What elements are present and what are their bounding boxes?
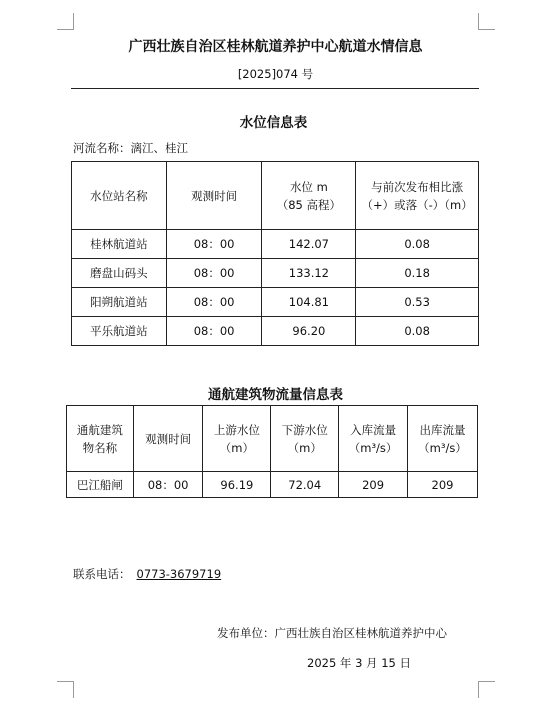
table-row: [72, 259, 479, 288]
header-level: 水位 m （85 高程）: [262, 162, 356, 230]
outflow-value: 209: [408, 472, 478, 498]
header-time: 观测时间: [166, 162, 262, 230]
contact-label: 联系电话：: [73, 567, 131, 581]
observe-time: 08：00: [166, 317, 262, 346]
document-title: 广西壮族自治区桂林航道养护中心航道水情信息: [128, 39, 423, 55]
observe-time: 08：00: [166, 259, 262, 288]
water-level-value: 96.20: [262, 317, 356, 346]
water-level-table: [71, 161, 479, 346]
table-row: [67, 472, 478, 498]
structure-name: 巴江船闸: [67, 472, 134, 498]
level-change-value: 0.53: [356, 288, 479, 317]
publisher: 发布单位：广西壮族自治区桂林航道养护中心: [217, 626, 447, 640]
publish-date: 2025 年 3 月 15 日: [307, 656, 411, 670]
upstream-level-value: 96.19: [203, 472, 271, 498]
header-time: 观测时间: [133, 406, 203, 472]
observe-time: 08：00: [166, 288, 262, 317]
level-change-value: 0.08: [356, 317, 479, 346]
contact-line: [73, 566, 227, 582]
water-level-value: 142.07: [262, 230, 356, 259]
flow-header-row: [67, 406, 478, 472]
water-level-value: 104.81: [262, 288, 356, 317]
table-row: [72, 317, 479, 346]
water-level-header-row: [72, 162, 479, 230]
station-name: 磨盘山码头: [72, 259, 167, 288]
crop-mark-bottom-left: [57, 681, 74, 698]
station-name: 桂林航道站: [72, 230, 167, 259]
water-level-value: 133.12: [262, 259, 356, 288]
river-name-label: 河流名称：漓江、桂江: [73, 141, 188, 155]
level-change-value: 0.18: [356, 259, 479, 288]
station-name: 平乐航道站: [72, 317, 167, 346]
header-structure-name: 通航建筑 物名称: [67, 406, 134, 472]
water-level-section-title: 水位信息表: [239, 115, 308, 131]
table-row: [72, 230, 479, 259]
downstream-level-value: 72.04: [271, 472, 339, 498]
observe-time: 08：00: [133, 472, 203, 498]
header-change: 与前次发布相比涨 （+）或落（-）（m）: [356, 162, 479, 230]
crop-mark-top-right: [478, 13, 495, 30]
header-inflow: 入库流量 （m³/s）: [339, 406, 408, 472]
navigation-structure-flow-table: [66, 405, 478, 498]
flow-section-title: 通航建筑物流量信息表: [208, 387, 343, 403]
crop-mark-top-left: [57, 13, 74, 30]
contact-phone: 0773-3679719: [136, 567, 222, 581]
level-change-value: 0.08: [356, 230, 479, 259]
document-number: [2025]074 号: [237, 67, 314, 81]
header-outflow: 出库流量 （m³/s）: [408, 406, 478, 472]
table-row: [72, 288, 479, 317]
header-upstream-level: 上游水位 （m）: [203, 406, 271, 472]
header-downstream-level: 下游水位 （m）: [271, 406, 339, 472]
inflow-value: 209: [339, 472, 408, 498]
station-name: 阳朔航道站: [72, 288, 167, 317]
header-divider: [71, 88, 479, 89]
crop-mark-bottom-right: [478, 681, 495, 698]
observe-time: 08：00: [166, 230, 262, 259]
header-station: 水位站名称: [72, 162, 167, 230]
